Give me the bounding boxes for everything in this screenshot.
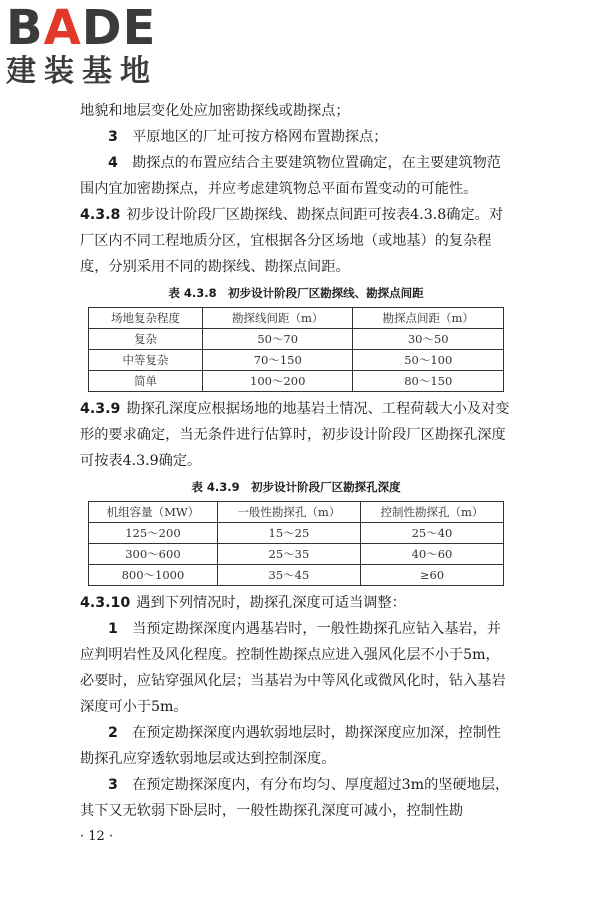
table-cell: 25～40 xyxy=(360,523,503,544)
table-cell: 简单 xyxy=(89,371,203,392)
table-cell: 50～100 xyxy=(353,350,504,371)
table-caption-4-3-8: 表 4.3.8 初步设计阶段厂区勘探线、勘探点间距 xyxy=(168,286,424,300)
list-item-3: 3 平原地区的厂址可按方格网布置勘探点； xyxy=(108,129,388,145)
table-cell: 100～200 xyxy=(203,371,353,392)
table-cell: ≥60 xyxy=(360,565,503,586)
table-cell: 25～35 xyxy=(217,544,360,565)
table-header-cell: 机组容量（MW） xyxy=(89,502,218,523)
table-4-3-8 xyxy=(88,307,504,392)
paragraph-continuation: 地貌和地层变化处应加密勘探线或勘探点； xyxy=(80,103,350,119)
logo-wordmark: BADE xyxy=(6,0,157,56)
table-cell: 125～200 xyxy=(89,523,218,544)
table-row xyxy=(89,329,504,350)
table-row xyxy=(89,544,504,565)
table-cell: 中等复杂 xyxy=(89,350,203,371)
sub-item-3: 3 在预定勘探深度内，有分布均匀、厚度超过3m的坚硬地层，其下又无软弱下卧层时，一般性勘探孔深度可减小，控制性勘 xyxy=(80,777,510,819)
document-page xyxy=(80,98,512,848)
table-cell: 30～50 xyxy=(353,329,504,350)
table-cell: 70～150 xyxy=(203,350,353,371)
table-cell: 15～25 xyxy=(217,523,360,544)
table-cell: 35～45 xyxy=(217,565,360,586)
list-item-4: 4 勘探点的布置应结合主要建筑物位置确定，在主要建筑物范围内宜加密勘探点，并应考虑建筑物总平面布置变动的可能性。 xyxy=(80,155,501,197)
table-cell: 80～150 xyxy=(353,371,504,392)
table-cell: 复杂 xyxy=(89,329,203,350)
section-4-3-8: 4.3.8 初步设计阶段厂区勘探线、勘探点间距可按表4.3.8确定。对厂区内不同工程地质分区，宜根据各分区场地（或地基）的复杂程度，分别采用不同的勘探线、勘探点间距。 xyxy=(80,207,504,275)
table-header-row xyxy=(89,308,504,329)
table-caption-4-3-9: 表 4.3.9 初步设计阶段厂区勘探孔深度 xyxy=(191,480,401,494)
sub-item-1: 1 当预定勘探深度内遇基岩时，一般性勘探孔应钻入基岩，并应判明岩性及风化程度。控制性勘探点应进入强风化层不小于5m，必要时，应钻穿强风化层；当基岩为中等风化或微风化时，钻入基岩深度可小于5m。 xyxy=(80,621,506,715)
table-header-cell: 场地复杂程度 xyxy=(89,308,203,329)
table-4-3-9 xyxy=(88,501,504,586)
section-4-3-9: 4.3.9 勘探孔深度应根据场地的地基岩土情况、工程荷载大小及对变形的要求确定，当无条件进行估算时，初步设计阶段厂区勘探孔深度可按表4.3.9确定。 xyxy=(80,401,510,469)
table-header-cell: 勘探线间距（m） xyxy=(203,308,353,329)
table-header-cell: 控制性勘探孔（m） xyxy=(360,502,503,523)
table-cell: 40～60 xyxy=(360,544,503,565)
table-row xyxy=(89,565,504,586)
section-4-3-10: 4.3.10 遇到下列情况时，勘探孔深度可适当调整： xyxy=(80,595,406,611)
table-cell: 300～600 xyxy=(89,544,218,565)
table-cell: 50～70 xyxy=(203,329,353,350)
table-row xyxy=(89,371,504,392)
table-row xyxy=(89,523,504,544)
table-header-cell: 一般性勘探孔（m） xyxy=(217,502,360,523)
table-header-cell: 勘探点间距（m） xyxy=(353,308,504,329)
table-header-row xyxy=(89,502,504,523)
table-row xyxy=(89,350,504,371)
logo-subtitle: 建装基地 xyxy=(6,54,158,89)
table-cell: 800～1000 xyxy=(89,565,218,586)
sub-item-2: 2 在预定勘探深度内遇软弱地层时，勘探深度应加深，控制性勘探孔应穿透软弱地层或达到控制深度。 xyxy=(80,725,501,767)
page-number: · 12 · xyxy=(80,829,114,844)
bade-logo xyxy=(6,2,181,94)
